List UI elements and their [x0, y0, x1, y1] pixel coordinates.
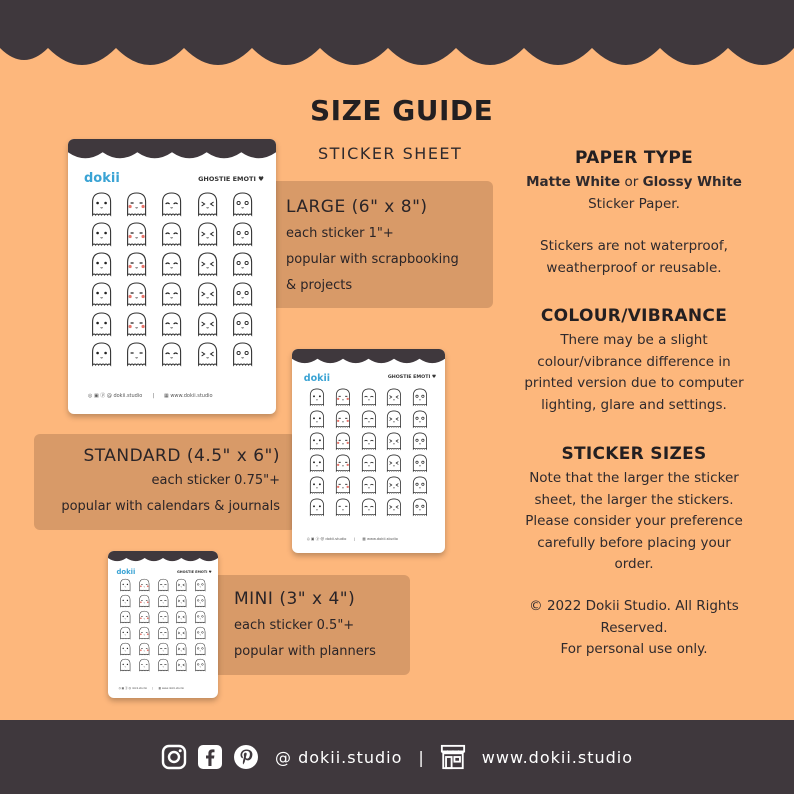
ghost-sticker-icon	[407, 430, 433, 452]
ghost-sticker-icon	[356, 430, 382, 452]
size-box-large	[262, 181, 493, 308]
ghost-sticker-icon	[356, 452, 382, 474]
colour-line-1: There may be a slight	[560, 332, 708, 348]
page-subtitle: STICKER SHEET	[318, 144, 463, 163]
sheet-footer	[88, 392, 213, 399]
ghost-sticker-icon	[191, 577, 210, 593]
ghost-sticker-icon	[304, 452, 330, 474]
copyright-line-3: For personal use only.	[560, 641, 708, 657]
sheet-divider: |	[152, 687, 154, 691]
ghost-sticker-icon	[154, 279, 189, 309]
sheet-website: www.dokii.studio	[366, 536, 398, 541]
size-name-mini: MINI (3" x 4")	[234, 589, 356, 609]
ghost-sticker-icon	[135, 577, 154, 593]
shop-icon[interactable]	[440, 744, 466, 770]
ghost-sticker-icon	[135, 625, 154, 641]
ghost-sticker-icon	[381, 496, 407, 518]
ghost-sticker-icon	[116, 625, 135, 641]
ghost-sticker-icon	[119, 279, 154, 309]
sheet-footer	[119, 686, 184, 690]
ghost-sticker-icon	[225, 309, 260, 339]
ghost-sticker-icon	[407, 386, 433, 408]
copyright-line-1: © 2022 Dokii Studio. All Rights	[529, 598, 739, 614]
ghost-sticker-icon	[407, 496, 433, 518]
ghost-sticker-icon	[135, 593, 154, 609]
ghost-sticker-icon	[172, 641, 191, 657]
instagram-icon[interactable]	[161, 744, 187, 770]
sheet-handle: @ dokii.studio	[106, 393, 143, 399]
sheet-brand-logo: dokii	[84, 171, 120, 186]
ghost-sticker-icon	[356, 496, 382, 518]
ghost-sticker-icon	[172, 577, 191, 593]
ghost-sticker-icon	[304, 386, 330, 408]
sheet-brand-logo: dokii	[116, 567, 136, 576]
ghost-sticker-icon	[84, 309, 119, 339]
sticker-sizes-section	[504, 444, 764, 576]
ghost-sticker-icon	[190, 279, 225, 309]
size-name-standard: STANDARD (4.5" x 6")	[83, 446, 280, 466]
sheet-handle: @ dokii.studio	[320, 536, 347, 541]
paper-note-1: Stickers are not waterproof,	[540, 238, 728, 254]
paper-type-heading: PAPER TYPE	[574, 148, 694, 168]
paper-type-line2: Sticker Paper.	[588, 195, 680, 212]
ghost-sticker-icon	[356, 386, 382, 408]
ghost-sticker-icon	[172, 609, 191, 625]
ghost-sticker-icon	[116, 577, 135, 593]
ghost-sticker-icon	[84, 249, 119, 279]
ghost-sticker-icon	[225, 279, 260, 309]
sheet-shop-icon: ▦	[362, 536, 367, 541]
ghost-sticker-icon	[154, 189, 189, 219]
ghost-sticker-icon	[191, 641, 210, 657]
ghost-sticker-icon	[190, 219, 225, 249]
sticker-sheet-large	[68, 139, 276, 414]
colour-line-3: printed version due to computer	[524, 375, 744, 391]
ghost-sticker-icon	[119, 189, 154, 219]
copyright-section	[504, 596, 764, 661]
ghost-sticker-icon	[154, 657, 173, 673]
size-each-standard: each sticker 0.75"+	[151, 473, 280, 488]
page-title: SIZE GUIDE	[310, 94, 494, 127]
colour-heading: COLOUR/VIBRANCE	[540, 306, 728, 326]
ghost-sticker-icon	[172, 657, 191, 673]
sheet-social-icons: ◎ ▣ ⓟ	[88, 393, 107, 399]
sticker-sizes-line-3: Please consider your preference	[525, 513, 743, 529]
ghost-sticker-icon	[154, 577, 173, 593]
ghost-sticker-icon	[191, 657, 210, 673]
sticker-sheet-mini	[108, 551, 218, 698]
ghost-sticker-icon	[304, 496, 330, 518]
paper-type-section	[504, 148, 764, 279]
ghost-sticker-icon	[304, 408, 330, 430]
ghost-sticker-icon	[191, 593, 210, 609]
ghost-sticker-icon	[407, 408, 433, 430]
ghost-sticker-icon	[84, 339, 119, 369]
ghost-sticker-icon	[190, 339, 225, 369]
ghost-sticker-icon	[154, 309, 189, 339]
sheet-scallop-cap	[108, 551, 218, 564]
footer-handle[interactable]: @ dokii.studio	[274, 747, 403, 767]
size-name-large: LARGE (6" x 8")	[286, 197, 428, 217]
copyright-line-2: Reserved.	[600, 619, 668, 636]
sheet-scallop-cap	[68, 139, 276, 163]
ghost-sticker-icon	[135, 609, 154, 625]
ghost-sticker-icon	[191, 609, 210, 625]
ghost-sticker-icon	[330, 474, 356, 496]
ghost-sticker-icon	[154, 249, 189, 279]
ghost-sticker-icon	[330, 408, 356, 430]
ghost-sticker-icon	[225, 189, 260, 219]
sheet-divider: |	[152, 393, 154, 399]
sheet-social-icons: ◎ ▣ ⓟ	[306, 536, 321, 541]
ghost-sticker-icon	[154, 593, 173, 609]
ghost-sticker-icon	[154, 641, 173, 657]
size-popular-large-2: & projects	[286, 278, 353, 293]
paper-option-matte: Matte White	[526, 174, 621, 190]
sticker-sizes-heading: STICKER SIZES	[561, 444, 707, 464]
ghost-sticker-icon	[407, 452, 433, 474]
sheet-social-icons: ◎ ▣ ⓟ	[118, 687, 129, 691]
ghost-sticker-icon	[119, 249, 154, 279]
paper-or: or	[620, 174, 643, 190]
footer-divider: |	[418, 747, 424, 767]
ghost-sticker-icon	[381, 386, 407, 408]
ghost-sticker-icon	[172, 593, 191, 609]
ghost-sticker-icon	[381, 430, 407, 452]
size-each-mini: each sticker 0.5"+	[234, 618, 355, 633]
sticker-sheet-standard	[292, 349, 445, 553]
colour-section	[504, 306, 764, 416]
paper-note-2: weatherproof or reusable.	[546, 259, 722, 276]
paper-option-glossy: Glossy White	[642, 174, 742, 190]
ghost-sticker-icon	[304, 474, 330, 496]
sticker-sizes-line-2: sheet, the larger the stickers.	[534, 491, 734, 508]
sticker-sizes-line-5: order.	[614, 556, 654, 572]
ghost-sticker-icon	[356, 408, 382, 430]
sheet-divider: |	[353, 536, 355, 541]
size-popular-mini: popular with planners	[234, 644, 376, 659]
ghost-sticker-icon	[381, 474, 407, 496]
ghost-sticker-icon	[330, 430, 356, 452]
sheet-label: GHOSTIE EMOTI ♥	[387, 375, 437, 381]
sheet-website: www.dokii.studio	[170, 393, 213, 399]
sticker-grid	[304, 386, 433, 518]
ghost-sticker-icon	[225, 249, 260, 279]
ghost-sticker-icon	[119, 339, 154, 369]
size-box-mini	[212, 575, 410, 675]
sheet-handle: @ dokii.studio	[128, 687, 148, 691]
ghost-sticker-icon	[304, 430, 330, 452]
colour-line-4: lighting, glare and settings.	[541, 396, 727, 413]
ghost-sticker-icon	[191, 625, 210, 641]
ghost-sticker-icon	[119, 309, 154, 339]
pinterest-icon[interactable]	[233, 744, 259, 770]
ghost-sticker-icon	[190, 309, 225, 339]
footer-website[interactable]: www.dokii.studio	[481, 747, 633, 767]
ghost-sticker-icon	[84, 279, 119, 309]
ghost-sticker-icon	[381, 408, 407, 430]
ghost-sticker-icon	[190, 249, 225, 279]
sheet-website: www.dokii.studio	[161, 687, 185, 691]
ghost-sticker-icon	[135, 641, 154, 657]
ghost-sticker-icon	[116, 593, 135, 609]
ghost-sticker-icon	[154, 625, 173, 641]
ghost-sticker-icon	[225, 339, 260, 369]
ghost-sticker-icon	[154, 219, 189, 249]
ghost-sticker-icon	[84, 189, 119, 219]
website-link	[440, 744, 633, 770]
ghost-sticker-icon	[225, 219, 260, 249]
size-each-large: each sticker 1"+	[286, 226, 394, 241]
ghost-sticker-icon	[330, 452, 356, 474]
colour-line-2: colour/vibrance difference in	[537, 353, 731, 370]
ghost-sticker-icon	[116, 609, 135, 625]
sheet-brand-logo: dokii	[303, 372, 331, 384]
social-links	[161, 744, 402, 770]
ghost-sticker-icon	[154, 339, 189, 369]
sticker-grid	[84, 189, 260, 369]
ghost-sticker-icon	[135, 657, 154, 673]
size-popular-large: popular with scrapbooking	[286, 252, 459, 267]
sheet-shop-icon: ▦	[164, 393, 171, 399]
sticker-grid	[116, 577, 209, 672]
sheet-label: GHOSTIE EMOTI ♥	[176, 570, 212, 575]
sheet-scallop-cap	[292, 349, 445, 367]
ghost-sticker-icon	[381, 452, 407, 474]
ghost-sticker-icon	[154, 609, 173, 625]
sheet-shop-icon: ▦	[158, 687, 162, 691]
ghost-sticker-icon	[119, 219, 154, 249]
sheet-label: GHOSTIE EMOTI ♥	[198, 175, 264, 183]
ghost-sticker-icon	[116, 657, 135, 673]
ghost-sticker-icon	[84, 219, 119, 249]
ghost-sticker-icon	[356, 474, 382, 496]
ghost-sticker-icon	[172, 625, 191, 641]
ghost-sticker-icon	[116, 641, 135, 657]
sheet-footer	[307, 537, 398, 542]
sticker-sizes-line-1: Note that the larger the sticker	[529, 470, 739, 486]
ghost-sticker-icon	[190, 189, 225, 219]
footer-bar	[0, 720, 794, 794]
ghost-sticker-icon	[330, 496, 356, 518]
size-popular-standard: popular with calendars & journals	[61, 499, 280, 514]
size-box-standard	[34, 434, 296, 530]
facebook-icon[interactable]	[197, 744, 223, 770]
top-scallop-border	[0, 0, 794, 80]
ghost-sticker-icon	[330, 386, 356, 408]
sticker-sizes-line-4: carefully before placing your	[537, 534, 731, 551]
ghost-sticker-icon	[407, 474, 433, 496]
